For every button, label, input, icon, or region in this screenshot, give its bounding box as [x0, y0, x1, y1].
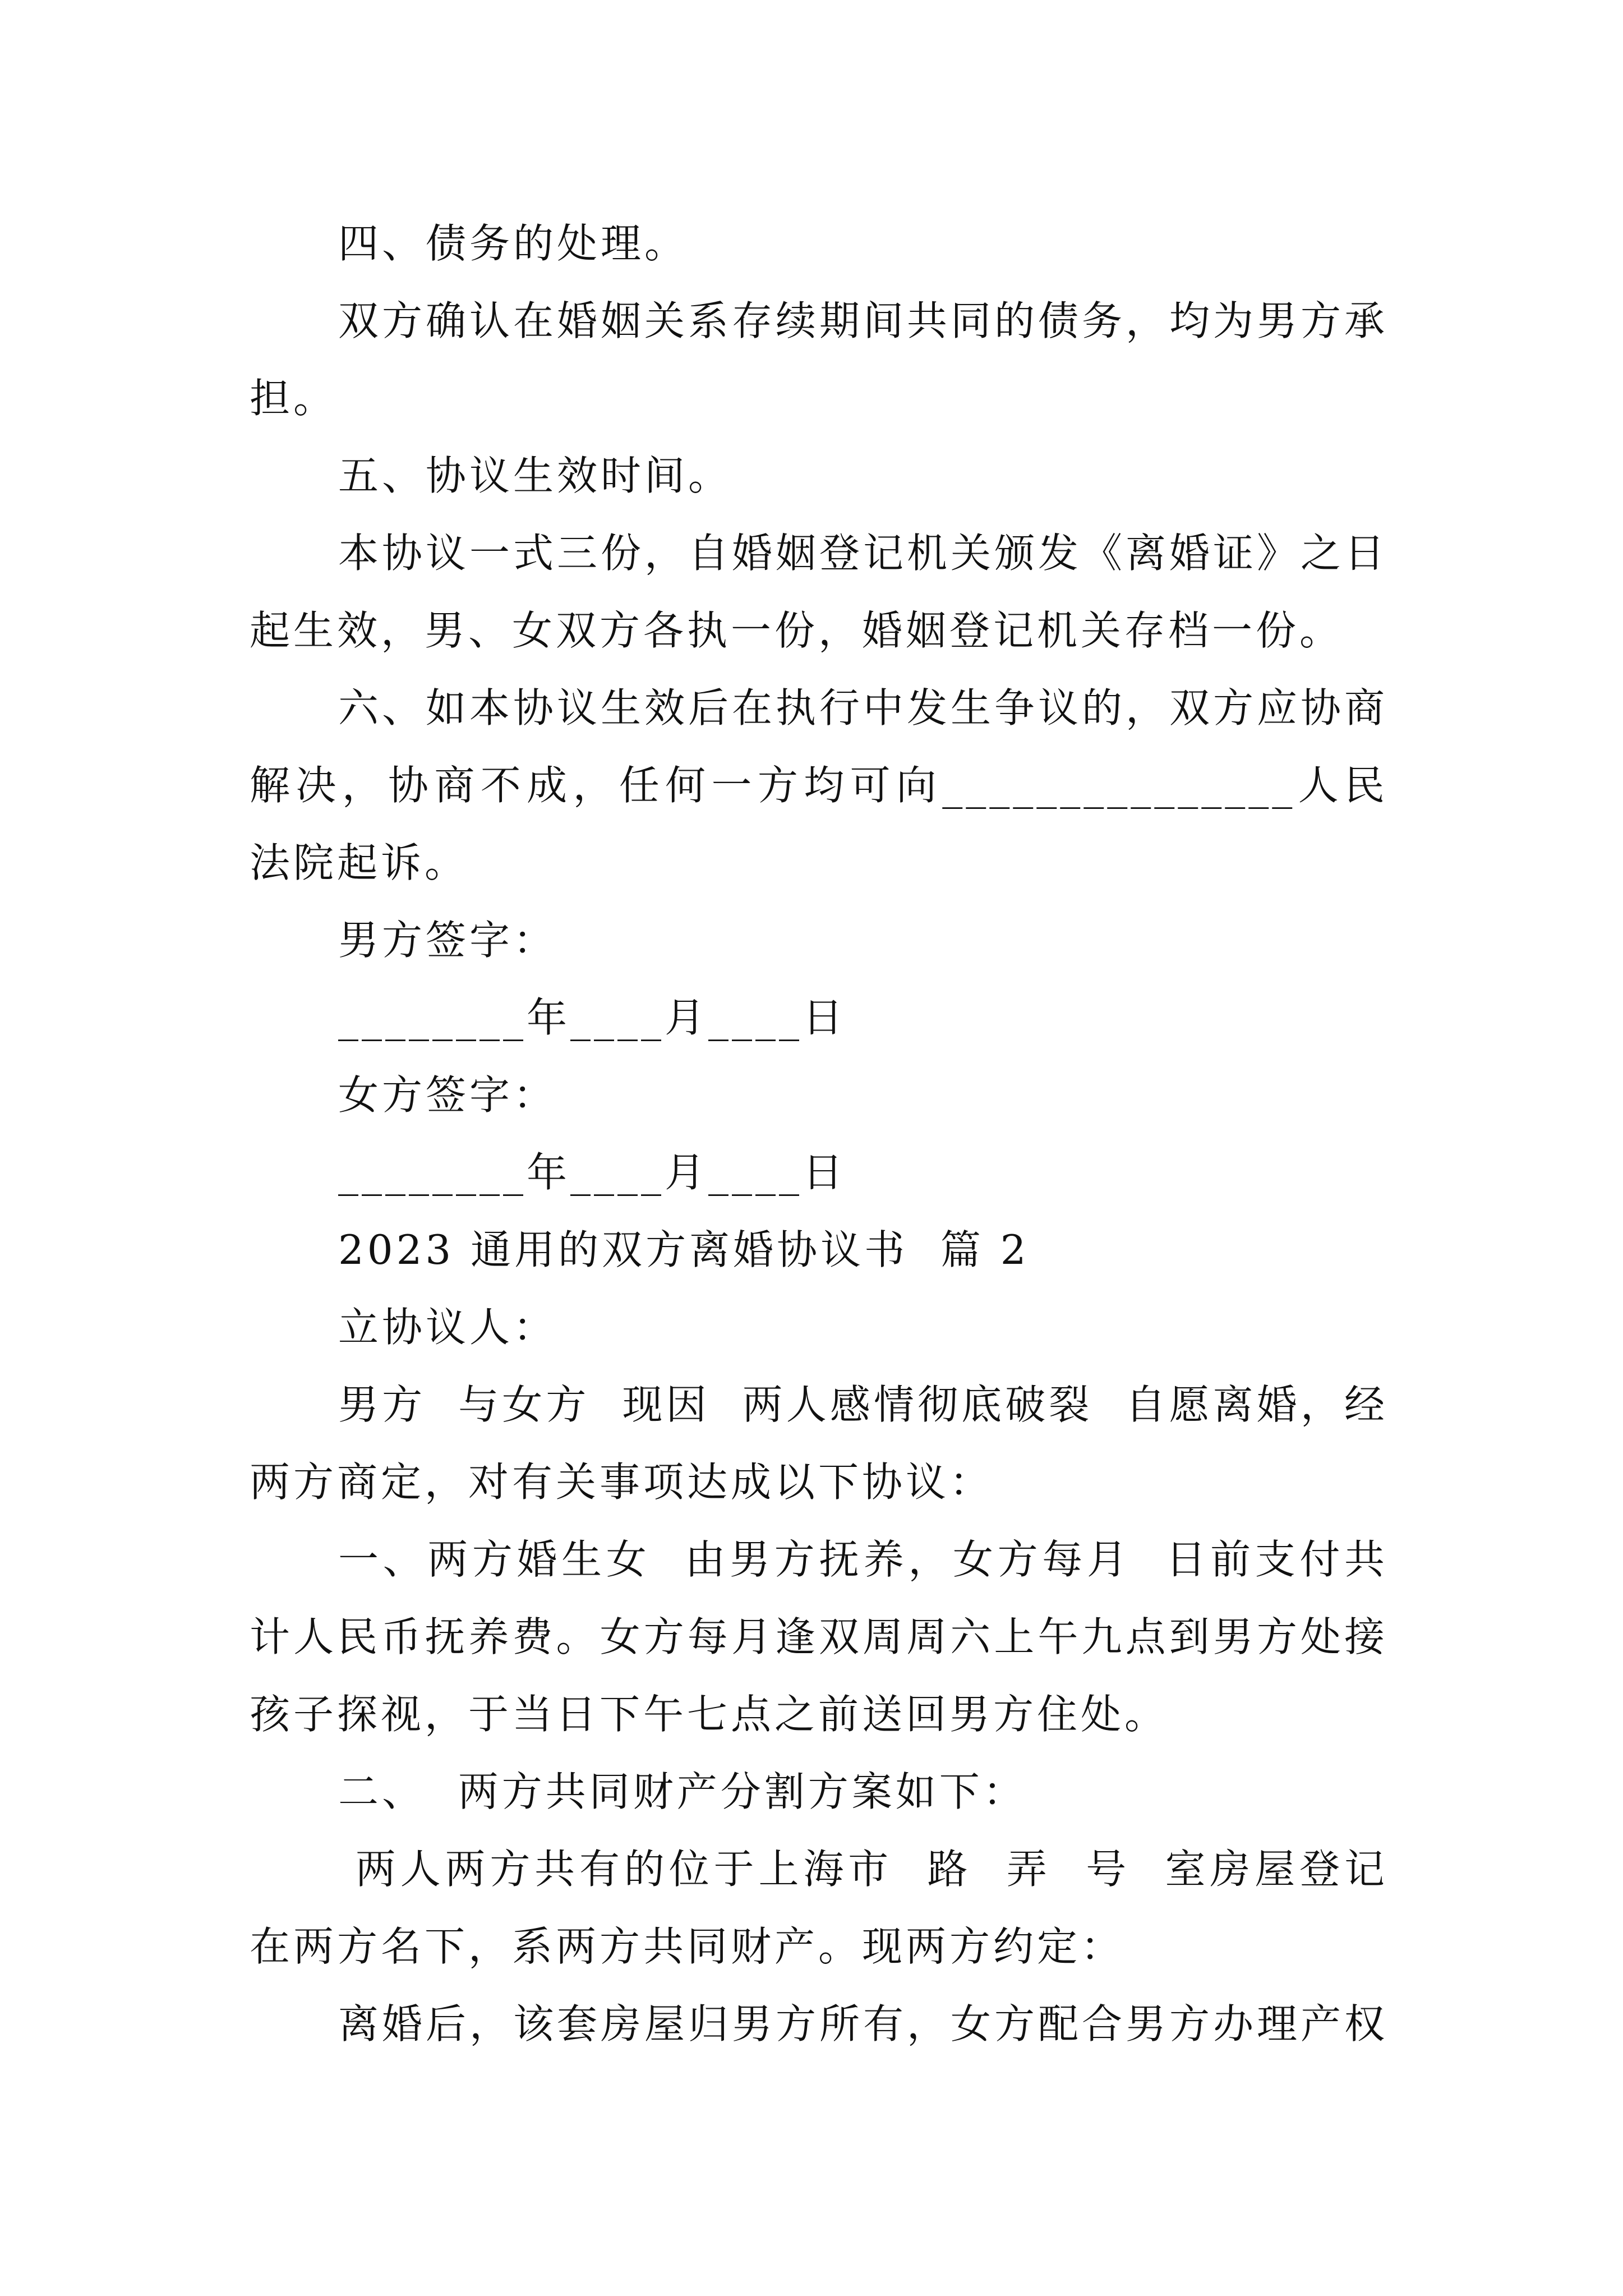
section-title-part-2: 2023 通用的双方离婚协议书 篇 2 [338, 1226, 1030, 1273]
paragraph-property-ownership: 离婚后，该套房屋归男方所有，女方配合男方办理产权 [338, 2000, 1389, 2047]
paragraph-property-description: 两人两方共有的位于上海市 路 弄 号 室房屋登记在两方名下，系两方共同财产。现两方约定： [250, 1846, 1388, 1970]
heading-property-division: 二、 两方共同财产分割方案如下： [338, 1768, 1027, 1815]
heading-debt-handling: 四、债务的处理。 [338, 220, 689, 267]
document-body [250, 205, 1388, 2063]
paragraph-intro: 男方 与女方 现因 两人感情彻底破裂 自愿离婚，经两方商定，对有关事项达成以下协议： [250, 1381, 1388, 1506]
female-signature-date: ________年____月____日 [338, 1149, 846, 1196]
heading-effective-time: 五、协议生效时间。 [338, 452, 732, 499]
female-signature-label: 女方签字： [338, 1071, 557, 1119]
male-signature-label: 男方签字： [338, 917, 557, 964]
paragraph-custody-clause: 一、两方婚生女 由男方抚养，女方每月 日前支付共计人民币抚养费。女方每月逢双周周六上午九点到男方处接孩子探视，于当日下午七点之前送回男方住处。 [250, 1536, 1388, 1738]
male-signature-date: ________年____月____日 [338, 994, 846, 1041]
paragraph-effective-clause: 本协议一式三份，自婚姻登记机关颁发《离婚证》之日起生效，男、女双方各执一份，婚姻登记机关存档一份。 [250, 530, 1389, 654]
paragraph-dispute-clause: 六、如本协议生效后在执行中发生争议的，双方应协商解决，协商不成，任何一方均可向_______________人民法院起诉。 [250, 684, 1389, 886]
parties-label: 立协议人： [338, 1304, 557, 1351]
paragraph-debt-clause: 双方确认在婚姻关系存续期间共同的债务，均为男方承担。 [250, 297, 1389, 422]
